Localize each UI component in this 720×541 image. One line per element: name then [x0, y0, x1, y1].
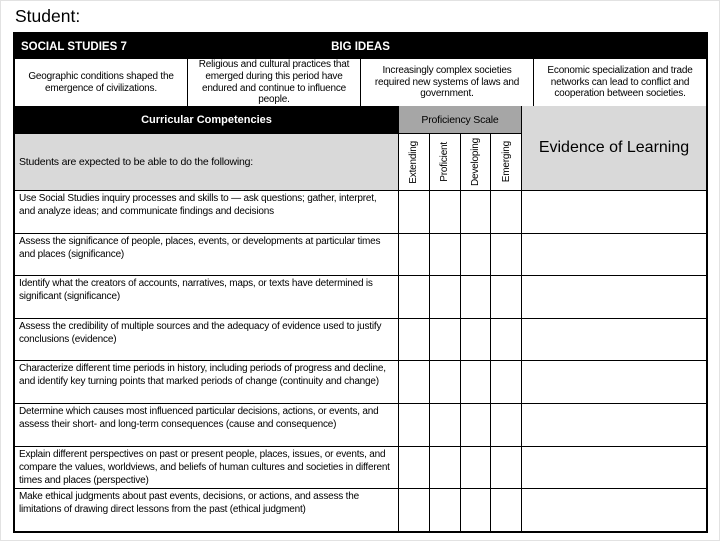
- score-cell-developing[interactable]: [461, 361, 492, 403]
- evidence-cell[interactable]: [522, 404, 706, 446]
- score-cell-developing[interactable]: [461, 447, 492, 489]
- score-cell-extending[interactable]: [399, 276, 430, 318]
- score-cell-emerging[interactable]: [491, 489, 521, 531]
- big-idea-religion-culture: Religious and cultural practices that emerged during this period have endured and continue to influence people.: [188, 59, 361, 106]
- score-cell-proficient[interactable]: [430, 276, 461, 318]
- competency-row-continuity-change: [15, 360, 706, 403]
- competencies-header-section: [15, 106, 706, 190]
- score-cell-extending[interactable]: [399, 361, 430, 403]
- big-idea-laws-government: Increasingly complex societies required new systems of laws and government.: [361, 59, 534, 106]
- level-label-proficient: Proficient: [439, 142, 451, 182]
- score-cell-extending[interactable]: [399, 319, 430, 361]
- score-cells: [399, 404, 522, 446]
- score-cells: [399, 489, 522, 531]
- table-title-bar: [15, 34, 706, 59]
- competency-row-inquiry: [15, 190, 706, 233]
- level-header-developing: [461, 134, 492, 190]
- score-cells: [399, 191, 522, 233]
- big-ideas-row: [15, 59, 706, 106]
- big-ideas-title: BIG IDEAS: [331, 40, 390, 53]
- level-label-developing: Developing: [469, 137, 481, 187]
- score-cell-emerging[interactable]: [491, 404, 521, 446]
- score-cell-developing[interactable]: [461, 404, 492, 446]
- score-cell-proficient[interactable]: [430, 191, 461, 233]
- score-cell-proficient[interactable]: [430, 489, 461, 531]
- evidence-cell[interactable]: [522, 447, 706, 489]
- score-cell-developing[interactable]: [461, 276, 492, 318]
- curricular-competencies-header: Curricular Competencies: [15, 106, 398, 134]
- proficiency-scale-header: Proficiency Scale: [399, 106, 521, 134]
- students-expectation-note: Students are expected to be able to do the following:: [15, 134, 398, 190]
- big-idea-geography: Geographic conditions shaped the emergence of civilizations.: [15, 59, 188, 106]
- score-cell-proficient[interactable]: [430, 319, 461, 361]
- score-cell-proficient[interactable]: [430, 361, 461, 403]
- competency-text: Make ethical judgments about past events, decisions, or actions, and assess the limitations of drawing direct lessons from the past (ethical judgment): [15, 489, 399, 531]
- evidence-cell[interactable]: [522, 361, 706, 403]
- evidence-cell[interactable]: [522, 191, 706, 233]
- score-cell-extending[interactable]: [399, 447, 430, 489]
- competency-row-ethical-judgment: [15, 488, 706, 531]
- evidence-cell[interactable]: [522, 489, 706, 531]
- competency-text: Characterize different time periods in history, including periods of progress and decline, and identify key turning points that marked periods of change (continuity and change): [15, 361, 399, 403]
- score-cells: [399, 447, 522, 489]
- score-cell-emerging[interactable]: [491, 319, 521, 361]
- score-cell-proficient[interactable]: [430, 447, 461, 489]
- score-cell-proficient[interactable]: [430, 234, 461, 276]
- score-cell-emerging[interactable]: [491, 447, 521, 489]
- evidence-cell[interactable]: [522, 234, 706, 276]
- score-cell-emerging[interactable]: [491, 191, 521, 233]
- competency-row-significance-events: [15, 233, 706, 276]
- competencies-header-column: [15, 106, 399, 190]
- evidence-of-learning-header: Evidence of Learning: [522, 106, 706, 190]
- competency-text: Explain different perspectives on past or present people, places, issues, or events, and compare the values, worldviews, and beliefs of human cultures and societies in different times and places (perspective): [15, 447, 399, 489]
- score-cell-extending[interactable]: [399, 404, 430, 446]
- score-cell-developing[interactable]: [461, 191, 492, 233]
- competency-text: Assess the significance of people, places, events, or developments at particular times and places (significance): [15, 234, 399, 276]
- big-idea-economics: Economic specialization and trade networks can lead to conflict and cooperation between societies.: [547, 65, 693, 100]
- competency-row-perspective: [15, 446, 706, 489]
- evidence-cell[interactable]: [522, 276, 706, 318]
- competency-row-cause-consequence: [15, 403, 706, 446]
- evidence-cell[interactable]: [522, 319, 706, 361]
- level-label-extending: Extending: [408, 140, 420, 184]
- proficiency-levels-row: [399, 134, 521, 190]
- score-cells: [399, 361, 522, 403]
- competency-text: Determine which causes most influenced particular decisions, actions, or events, and assess their short- and long-term consequences (cause and consequence): [15, 404, 399, 446]
- competency-text: Use Social Studies inquiry processes and skills to — ask questions; gather, interpret, and analyze ideas; and communicate findings and decisions: [15, 191, 399, 233]
- score-cells: [399, 319, 522, 361]
- score-cell-emerging[interactable]: [491, 276, 521, 318]
- student-label: Student:: [15, 6, 81, 26]
- competency-row-significance-creators: [15, 275, 706, 318]
- score-cell-extending[interactable]: [399, 191, 430, 233]
- score-cell-extending[interactable]: [399, 489, 430, 531]
- score-cells: [399, 276, 522, 318]
- rubric-table: [13, 32, 708, 533]
- score-cell-emerging[interactable]: [491, 361, 521, 403]
- proficiency-scale-column: [399, 106, 522, 190]
- competency-text: Assess the credibility of multiple sources and the adequacy of evidence used to justify conclusions (evidence): [15, 319, 399, 361]
- course-title: SOCIAL STUDIES 7: [21, 40, 127, 53]
- score-cell-developing[interactable]: [461, 234, 492, 276]
- level-header-proficient: [430, 134, 461, 190]
- score-cell-extending[interactable]: [399, 234, 430, 276]
- score-cell-developing[interactable]: [461, 319, 492, 361]
- score-cell-proficient[interactable]: [430, 404, 461, 446]
- competency-row-evidence: [15, 318, 706, 361]
- level-header-extending: [399, 134, 430, 190]
- level-label-emerging: Emerging: [500, 141, 512, 183]
- score-cell-developing[interactable]: [461, 489, 492, 531]
- score-cells: [399, 234, 522, 276]
- score-cell-emerging[interactable]: [491, 234, 521, 276]
- competency-text: Identify what the creators of accounts, narratives, maps, or texts have determined is significant (significance): [15, 276, 399, 318]
- level-header-emerging: [491, 134, 521, 190]
